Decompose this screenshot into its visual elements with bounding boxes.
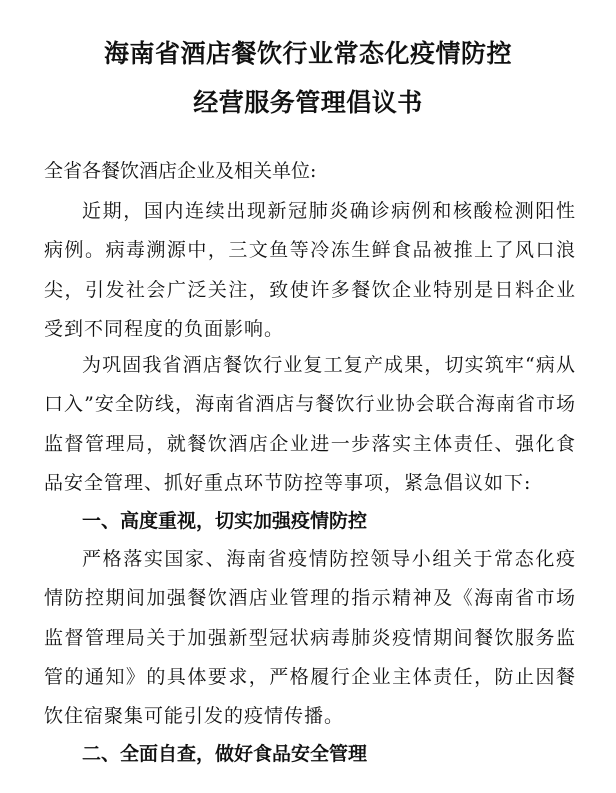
salutation: 全省各餐饮酒店企业及相关单位:: [44, 160, 317, 182]
paragraph-initiative-intro: 为巩固我省酒店餐饮行业复工复产成果，切实筑牢“病从口入”安全防线，海南省酒店与餐饮行业协会联合海南省市场监督管理局，就餐饮酒店企业进一步落实主体责任、强化食品安全管理、抓好重点环节防控等事项，紧急倡议如下:: [44, 354, 576, 494]
document-title-line-1: 海南省酒店餐饮行业常态化疫情防控: [103, 39, 512, 68]
paragraph-section-1: 严格落实国家、海南省疫情防控领导小组关于常态化疫情防控期间加强餐饮酒店业管理的指示精神及《海南省市场监督管理局关于加强新型冠状病毒肺炎疫情期间餐饮服务监管的通知》的具体要求，严格履行企业主体责任，防止因餐饮住宿聚集可能引发的疫情传播。: [44, 548, 576, 728]
paragraph-background: 近期，国内连续出现新冠肺炎确诊病例和核酸检测阳性病例。病毒溯源中，三文鱼等冷冻生鲜食品被推上了风口浪尖，引发社会广泛关注，致使许多餐饮企业特别是日料企业受到不同程度的负面影响。: [44, 200, 576, 340]
section-heading-2: 二、全面自查，做好食品安全管理: [82, 743, 368, 765]
section-heading-1: 一、高度重视，切实加强疫情防控: [82, 510, 368, 532]
document-title-line-2: 经营服务管理倡议书: [193, 88, 423, 117]
